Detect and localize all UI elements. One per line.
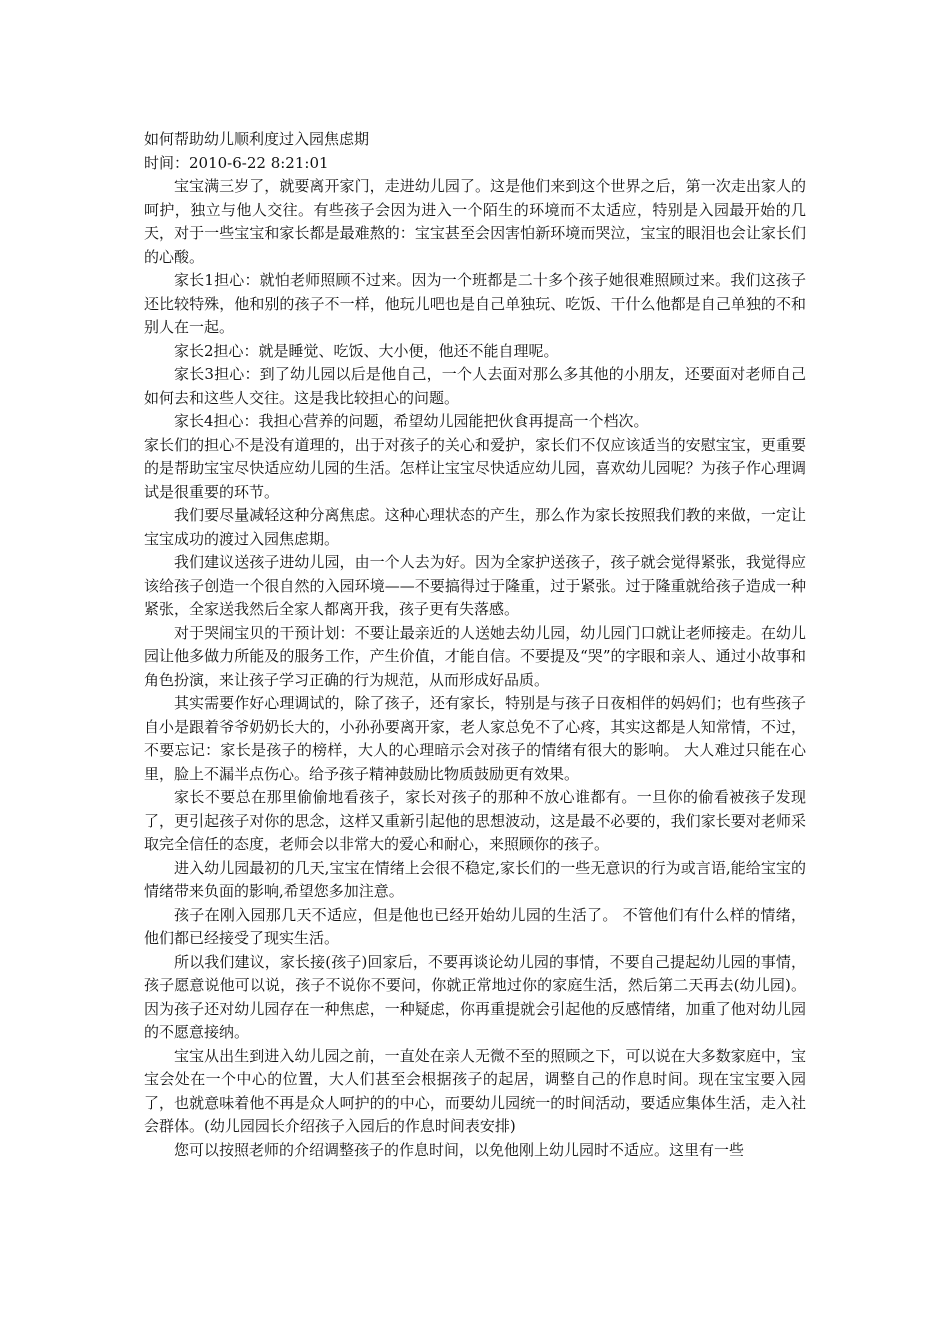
paragraph-first-days: 进入幼儿园最初的几天,宝宝在情绪上会很不稳定,家长们的一些无意识的行为或言语,能给宝宝的情绪带来负面的影响,希望您多加注意。 <box>144 858 806 900</box>
paragraph-adjust-schedule: 您可以按照老师的介绍调整孩子的作息时间，以免他刚上幼儿园时不适应。这里有一些 <box>174 1140 745 1159</box>
paragraph-after-school: 所以我们建议，家长接(孩子)回家后，不要再谈论幼儿园的事情，不要自己提起幼儿园的事情，孩子愿意说他可以说，孩子不说你不要问，你就正常地过你的家庭生活，然后第二天再去(幼儿园)。因为孩子还对幼儿园存在一种焦虑，一种疑虑，你再重提就会引起他的反感情绪，加重了他对幼儿园的不愿意接纳。 <box>144 952 806 1041</box>
paragraph-parent-1-worry: 家长1担心：就怕老师照顾不过来。因为一个班都是二十多个孩子她很难照顾过来。我们这孩子还比较特殊，他和别的孩子不一样，他玩儿吧也是自己单独玩、吃饭、干什么他都是自己单独的不和别人在一起。 <box>144 271 806 336</box>
paragraph-no-peeking: 家长不要总在那里偷偷地看孩子，家长对孩子的那种不放心谁都有。一旦你的偷看被孩子发现了，更引起孩子对你的思念，这样又重新引起他的思想波动，这是最不必要的，我们家长要对老师采取完全信任的态度，老师会以非常大的爱心和耐心，来照顾你的孩子。 <box>144 788 806 853</box>
paragraph-intro: 宝宝满三岁了，就要离开家门，走进幼儿园了。这是他们来到这个世界之后，第一次走出家人的呵护，独立与他人交往。有些孩子会因为进入一个陌生的环境而不太适应，特别是入园最开始的几天，对于一些宝宝和家长都是最难熬的：宝宝甚至会因害怕新环境而哭泣，宝宝的眼泪也会让家长们的心酸。 <box>144 177 806 266</box>
document-title: 如何帮助幼儿顺利度过入园焦虑期 <box>144 130 370 148</box>
paragraph-parents-concern: 家长们的担心不是没有道理的，出于对孩子的关心和爱护，家长们不仅应该适当的安慰宝宝，更重要的是帮助宝宝尽快适应幼儿园的生活。怎样让宝宝尽快适应幼儿园，喜欢幼儿园呢？为孩子作心理调试是很重要的环节。 <box>144 435 806 501</box>
paragraph-parent-2-worry: 家长2担心：就是睡觉、吃饭、大小便，他还不能自理呢。 <box>174 341 559 360</box>
paragraph-one-person-escort: 我们建议送孩子进幼儿园，由一个人去为好。因为全家护送孩子，孩子就会觉得紧张，我觉得应该给孩子创造一个很自然的入园环境——不要搞得过于隆重，过于紧张。过于隆重就给孩子造成一种紧张，全家送我然后全家人都离开我，孩子更有失落感。 <box>144 553 806 618</box>
paragraph-acceptance: 孩子在刚入园那几天不适应，但是他也已经开始幼儿园的生活了。 不管他们有什么样的情绪，他们都已经接受了现实生活。 <box>144 905 806 947</box>
paragraph-schedule: 宝宝从出生到进入幼儿园之前，一直处在亲人无微不至的照顾之下，可以说在大多数家庭中，宝宝会处在一个中心的位置，大人们甚至会根据孩子的起居，调整自己的作息时间。现在宝宝要入园了，也就意味着他不再是众人呵护的的中心，而要幼儿园统一的时间活动，要适应集体生活，走入社会群体。(幼儿园园长介绍孩子入园后的作息时间表安排) <box>144 1046 806 1135</box>
document-timestamp: 时间：2010-6-22 8:21:01 <box>144 153 329 172</box>
paragraph-parent-3-worry: 家长3担心：到了幼儿园以后是他自己，一个人去面对那么多其他的小朋友，还要面对老师自己如何去和这些人交往。这是我比较担心的问题。 <box>144 365 806 407</box>
document-page <box>144 128 806 1162</box>
paragraph-reduce-anxiety: 我们要尽量减轻这种分离焦虑。这种心理状态的产生，那么作为家长按照我们教的来做，一定让宝宝成功的渡过入园焦虑期。 <box>144 506 806 548</box>
paragraph-crying-plan: 对于哭闹宝贝的干预计划：不要让最亲近的人送她去幼儿园，幼儿园门口就让老师接走。在幼儿园让他多做力所能及的服务工作，产生价值，才能自信。不要提及“哭”的字眼和亲人、通过小故事和角色扮演，来让孩子学习正确的行为规范，从而形成好品质。 <box>144 623 806 689</box>
paragraph-parent-adjustment: 其实需要作好心理调试的，除了孩子，还有家长，特别是与孩子日夜相伴的妈妈们；也有些孩子自小是跟着爷爷奶奶长大的，小孙孙要离开家，老人家总免不了心疼，其实这都是人知常情，不过，不要忘记：家长是孩子的榜样，大人的心理暗示会对孩子的情绪有很大的影响。 大人难过只能在心里，脸上不漏半点伤心。给予孩子精神鼓励比物质鼓励更有效果。 <box>144 694 806 783</box>
paragraph-parent-4-worry: 家长4担心：我担心营养的问题，希望幼儿园能把伙食再提高一个档次。 <box>174 412 649 430</box>
